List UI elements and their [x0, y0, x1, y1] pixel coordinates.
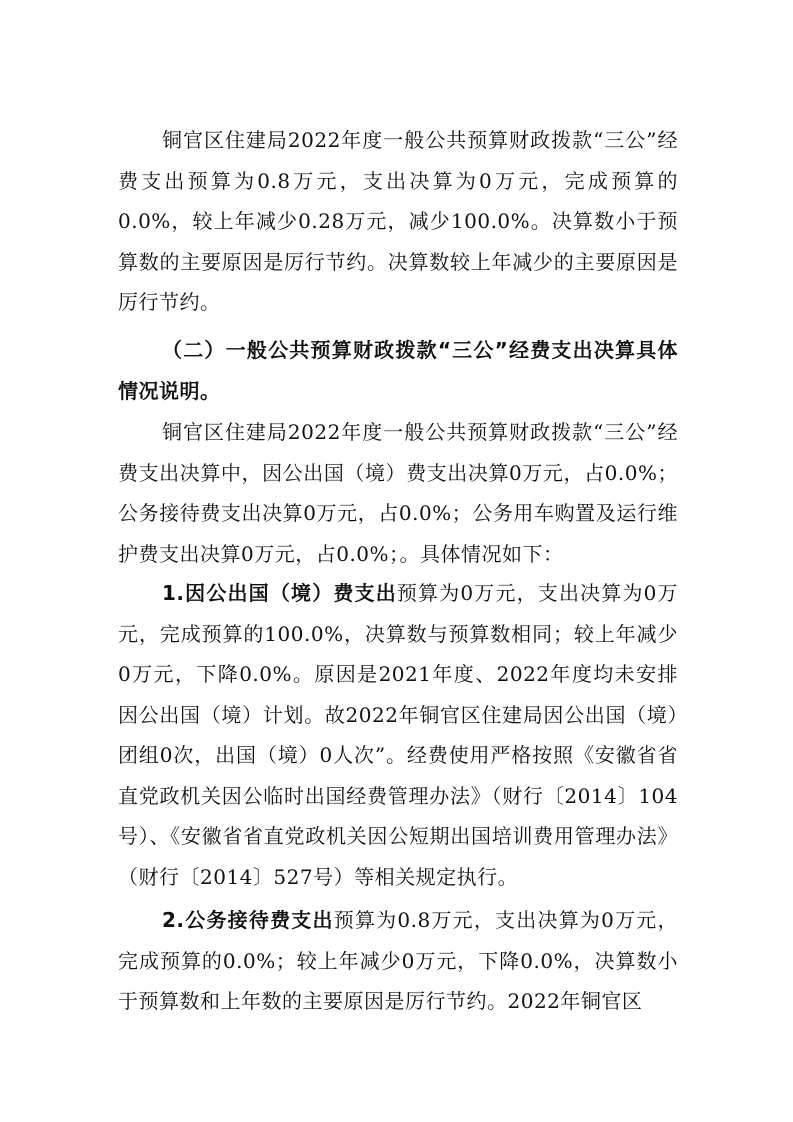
- paragraph-overseas-travel: [118, 573, 678, 897]
- paragraph-lead-official-reception: 2.公务接待费支出: [162, 908, 334, 932]
- section-heading-detail: （二）一般公共预算财政拨款“三公”经费支出决算具体情况说明。: [118, 338, 678, 403]
- paragraph-budget-summary: 铜官区住建局2022年度一般公共预算财政拨款“三公”经费支出预算为0.8万元，支出决算为0万元，完成预算的0.0%，较上年减少0.28万元，减少100.0%。决算数小于预算数的主要原因是厉行节约。决算数较上年减少的主要原因是厉行节约。: [118, 128, 678, 314]
- paragraph-official-reception: [118, 900, 678, 1022]
- paragraph-expenditure-breakdown: 铜官区住建局2022年度一般公共预算财政拨款“三公”经费支出决算中，因公出国（境）费支出决算0万元，占0.0%；公务接待费支出决算0万元，占0.0%；公务用车购置及运行维护费支出决算0万元，占0.0%；。具体情况如下：: [118, 420, 678, 566]
- paragraph-lead-overseas-travel: 1.因公出国（境）费支出: [162, 581, 397, 605]
- paragraph-body-official-reception: 预算为0.8万元，支出决算为0万元，完成预算的0.0%；较上年减少0万元，下降0.0%，决算数小于预算数和上年数的主要原因是厉行节约。2022年铜官区: [118, 908, 679, 1013]
- paragraph-body-overseas-travel: 预算为0万元，支出决算为0万元，完成预算的100.0%，决算数与预算数相同；较上年减少0万元，下降0.0%。原因是2021年度、2022年度均未安排因公出国（境）计划。故2022年铜官区住建局因公出国（境）团组0次，出国（境）0人次”。经费使用严格按照《安徽省省直党政机关因公临时出国经费管理办法》（财行〔2014〕104号）、《安徽省省直党政机关因公短期出国培训费用管理办法》（财行〔2014〕527号）等相关规定执行。: [118, 581, 679, 889]
